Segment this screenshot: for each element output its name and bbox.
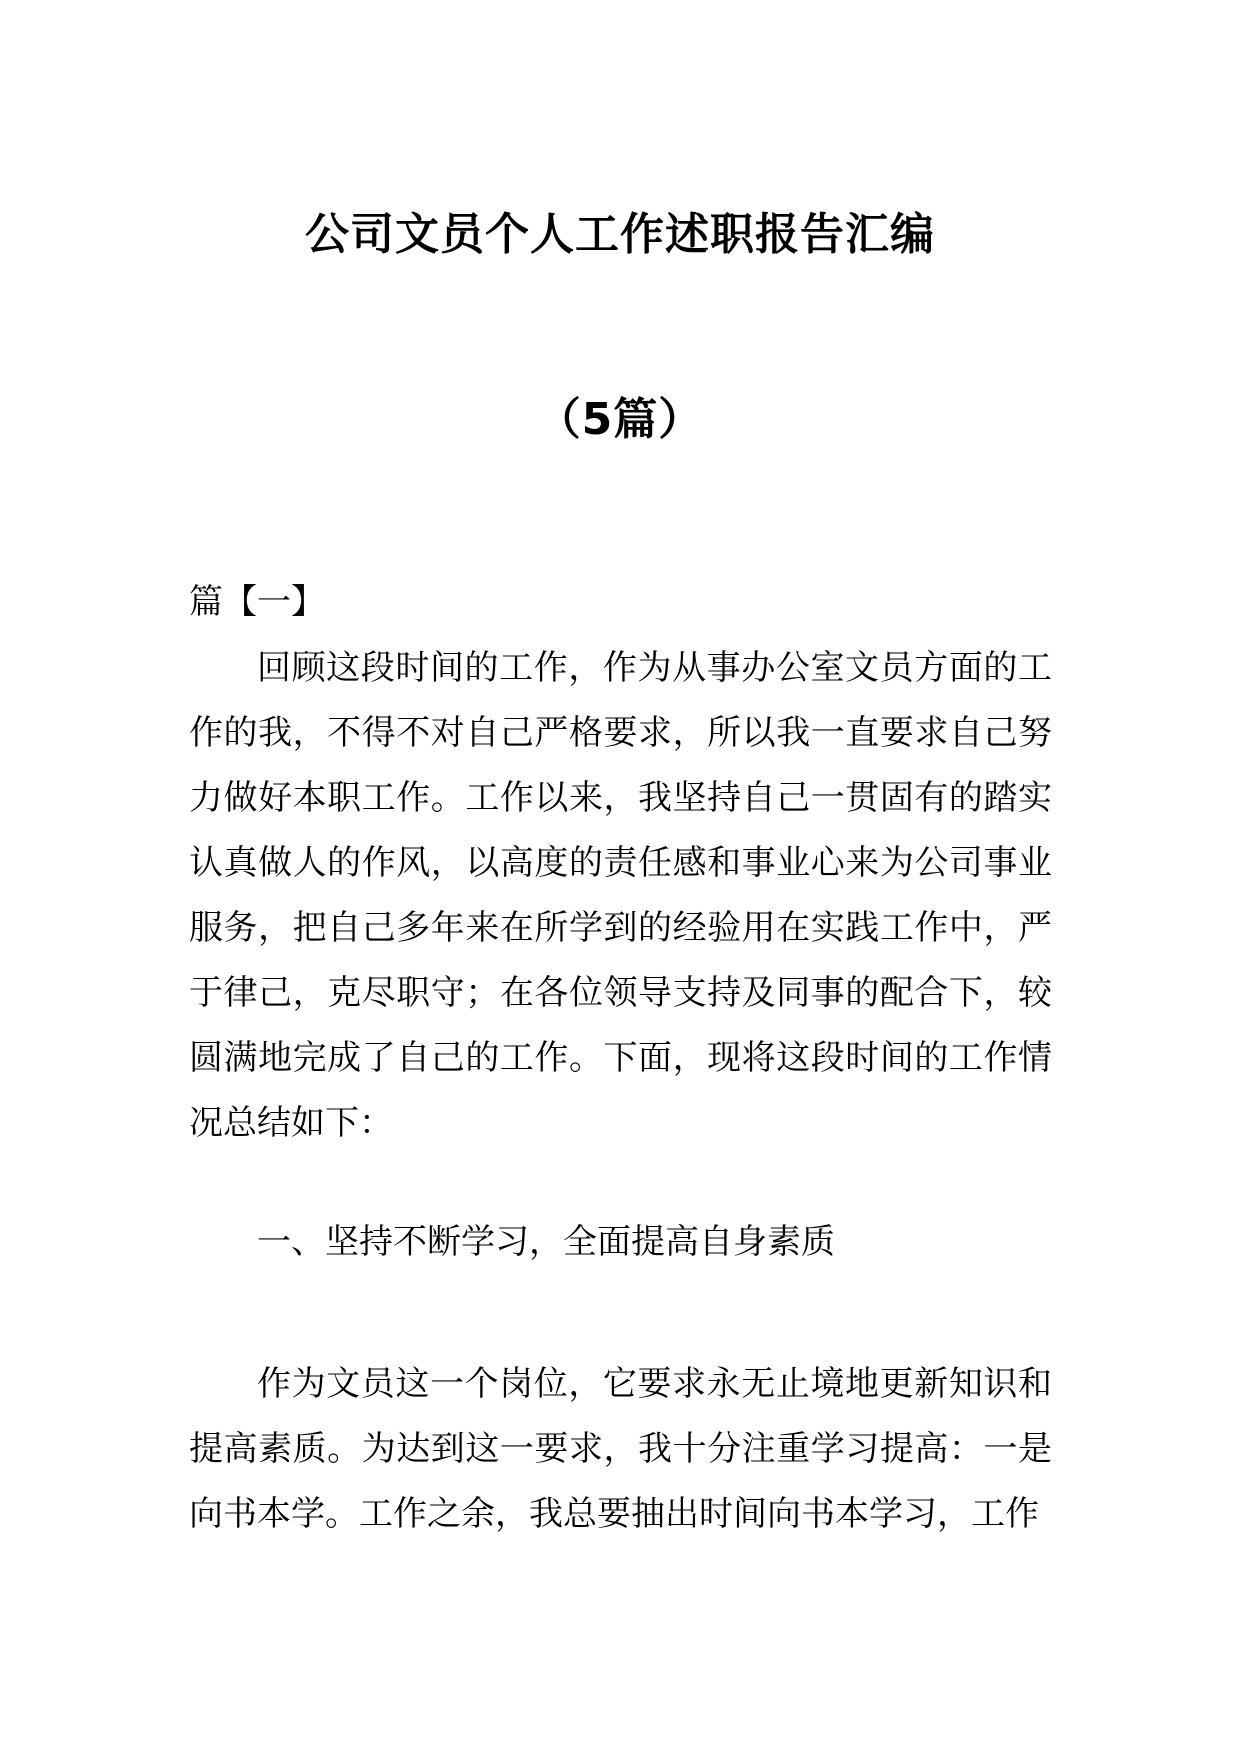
- document-title: 公司文员个人工作述职报告汇编: [305, 209, 935, 260]
- section-label: 篇【一】: [189, 582, 325, 622]
- body-paragraph: 作为文员这一个岗位，它要求永无止境地更新知识和提高素质。为达到这一要求，我十分注重学习提高：一是向书本学。工作之余，我总要抽出时间向书本学习，工作: [189, 1364, 1052, 1534]
- body-paragraph: 回顾这段时间的工作，作为从事办公室文员方面的工作的我，不得不对自己严格要求，所以我一直要求自己努力做好本职工作。工作以来，我坚持自己一贯固有的踏实认真做人的作风，以高度的责任感和事业心来为公司事业服务，把自己多年来在所学到的经验用在实践工作中，严于律己，克尽职守；在各位领导支持及同事的配合下，较圆满地完成了自己的工作。下面，现将这段时间的工作情况总结如下：: [189, 648, 1052, 1143]
- document-subtitle: （5篇）: [536, 394, 704, 445]
- section-heading: 一、坚持不断学习，全面提高自身素质: [257, 1222, 835, 1262]
